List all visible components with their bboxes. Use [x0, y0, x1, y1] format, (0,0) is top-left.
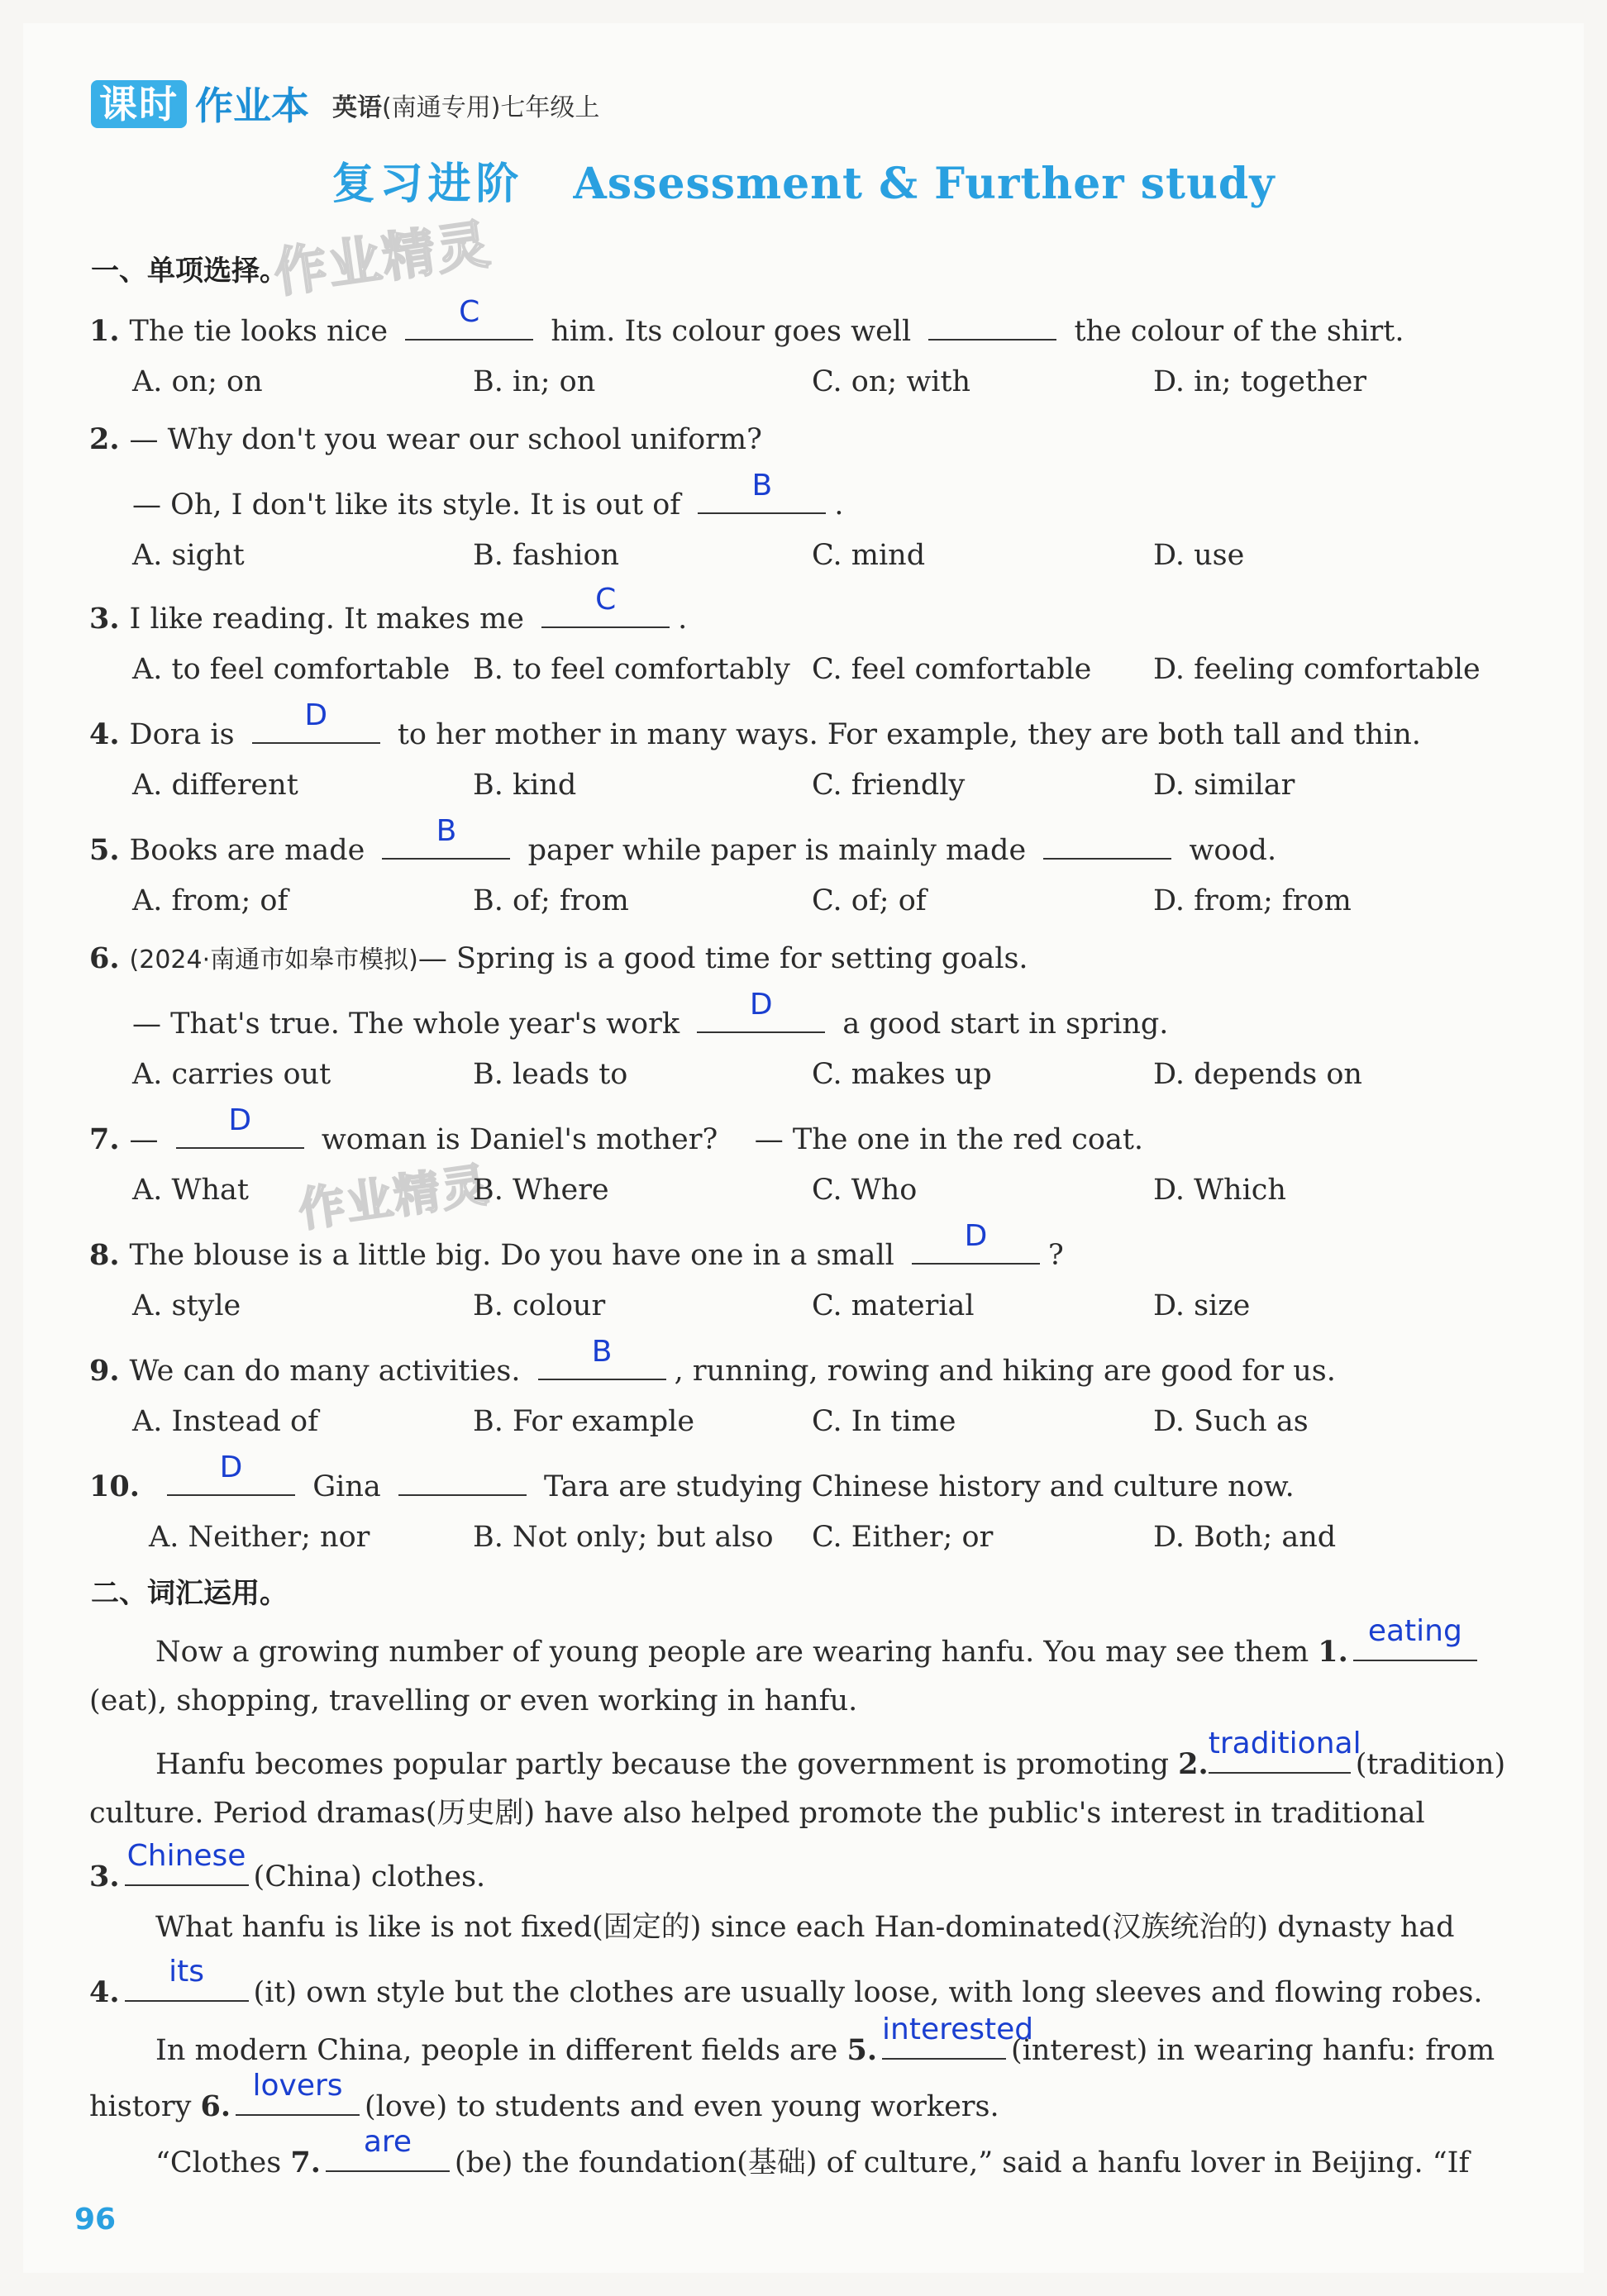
logo-text: 作业本: [195, 83, 309, 128]
answer-blank[interactable]: C: [405, 306, 533, 341]
watermark: 作业精灵: [295, 1158, 494, 1238]
answer-blank[interactable]: B: [698, 479, 826, 514]
answer-blank[interactable]: D: [912, 1230, 1040, 1265]
answer-blank[interactable]: Chinese: [125, 1851, 249, 1886]
answer-blank[interactable]: C: [541, 593, 670, 628]
question-6: 6. (2024·南通市如皋市模拟)— Spring is a good time for setting goals.: [89, 941, 1028, 975]
passage-line: Now a growing number of young people are wearing hanfu. You may see them 1. eating: [155, 1627, 1561, 1670]
question-10: 10. D Gina Tara are studying Chinese history and culture now.: [89, 1450, 1295, 1503]
answer-blank[interactable]: eating: [1353, 1627, 1477, 1661]
answer-blank[interactable]: [398, 1461, 527, 1496]
question-3: 3. I like reading. It makes me C .: [89, 583, 688, 636]
answer-blank[interactable]: D: [697, 998, 825, 1033]
answer-blank[interactable]: its: [125, 1967, 249, 2002]
section-heading-vocab: 二、词汇运用。: [91, 1577, 288, 1610]
question-5: 5. Books are made B paper while paper is mainly made wood.: [89, 814, 1277, 867]
question-8: 8. The blouse is a little big. Do you have one in a small D ?: [89, 1219, 1064, 1272]
passage-line: culture. Period dramas(历史剧) have also helped promote the public's interest in traditional: [89, 1797, 1425, 1830]
answer-blank[interactable]: B: [382, 825, 510, 860]
passage-line: What hanfu is like is not fixed(固定的) since each Han-dominated(汉族统治的) dynasty had: [155, 1911, 1455, 1944]
answer-blank[interactable]: B: [538, 1346, 666, 1380]
question-4: 4. Dora is D to her mother in many ways. For example, they are both tall and thin.: [89, 698, 1421, 751]
question-9: 9. We can do many activities. B , running, rowing and hiking are good for us.: [89, 1335, 1336, 1388]
passage-line: 4. its (it) own style but the clothes are usually loose, with long sleeves and flowing robes.: [89, 1955, 1483, 2009]
question-6-line2: — That's true. The whole year's work D a good start in spring.: [132, 988, 1169, 1041]
answer-blank[interactable]: [1043, 825, 1171, 860]
passage-line: Hanfu becomes popular partly because the government is promoting 2. traditional (tradition): [155, 1727, 1506, 1781]
question-7: 7. — D woman is Daniel's mother? — The one in the red coat.: [89, 1103, 1144, 1156]
passage-line: 3. Chinese (China) clothes.: [89, 1839, 486, 1893]
answer-blank[interactable]: D: [176, 1114, 304, 1149]
passage-line: history 6. lovers (love) to students and even young workers.: [89, 2069, 999, 2123]
page-title: 复习进阶 Assessment & Further study: [331, 159, 1276, 209]
passage-line: (eat), shopping, travelling or even working in hanfu.: [89, 1684, 858, 1717]
answer-blank[interactable]: D: [252, 709, 380, 744]
book-header: [91, 79, 599, 128]
page-number: 96: [74, 2203, 117, 2236]
passage-line: In modern China, people in different fields are 5. interested (interest) in wearing hanfu: from: [155, 2013, 1495, 2067]
question-2: 2. — Why don't you wear our school uniform?: [89, 422, 762, 456]
section-heading-choice: 一、单项选择。: [91, 255, 288, 288]
question-2-line2: — Oh, I don't like its style. It is out of B .: [132, 469, 844, 522]
book-info: 英语(南通专用)七年级上: [332, 93, 600, 122]
answer-blank[interactable]: lovers: [236, 2081, 360, 2116]
question-1: 1. The tie looks nice C him. Its colour goes well the colour of the shirt.: [89, 295, 1404, 348]
passage-line: “Clothes 7. are (be) the foundation(基础) of culture,” said a hanfu lover in Beijing. “If: [155, 2125, 1470, 2179]
answer-blank[interactable]: interested: [882, 2025, 1006, 2060]
watermark: 作业精灵: [269, 213, 495, 305]
answer-blank[interactable]: D: [167, 1461, 295, 1496]
answer-blank[interactable]: traditional: [1209, 1739, 1351, 1774]
answer-blank[interactable]: are: [326, 2137, 450, 2172]
logo-highlight: 课时: [91, 80, 187, 128]
answer-blank[interactable]: [928, 306, 1056, 341]
